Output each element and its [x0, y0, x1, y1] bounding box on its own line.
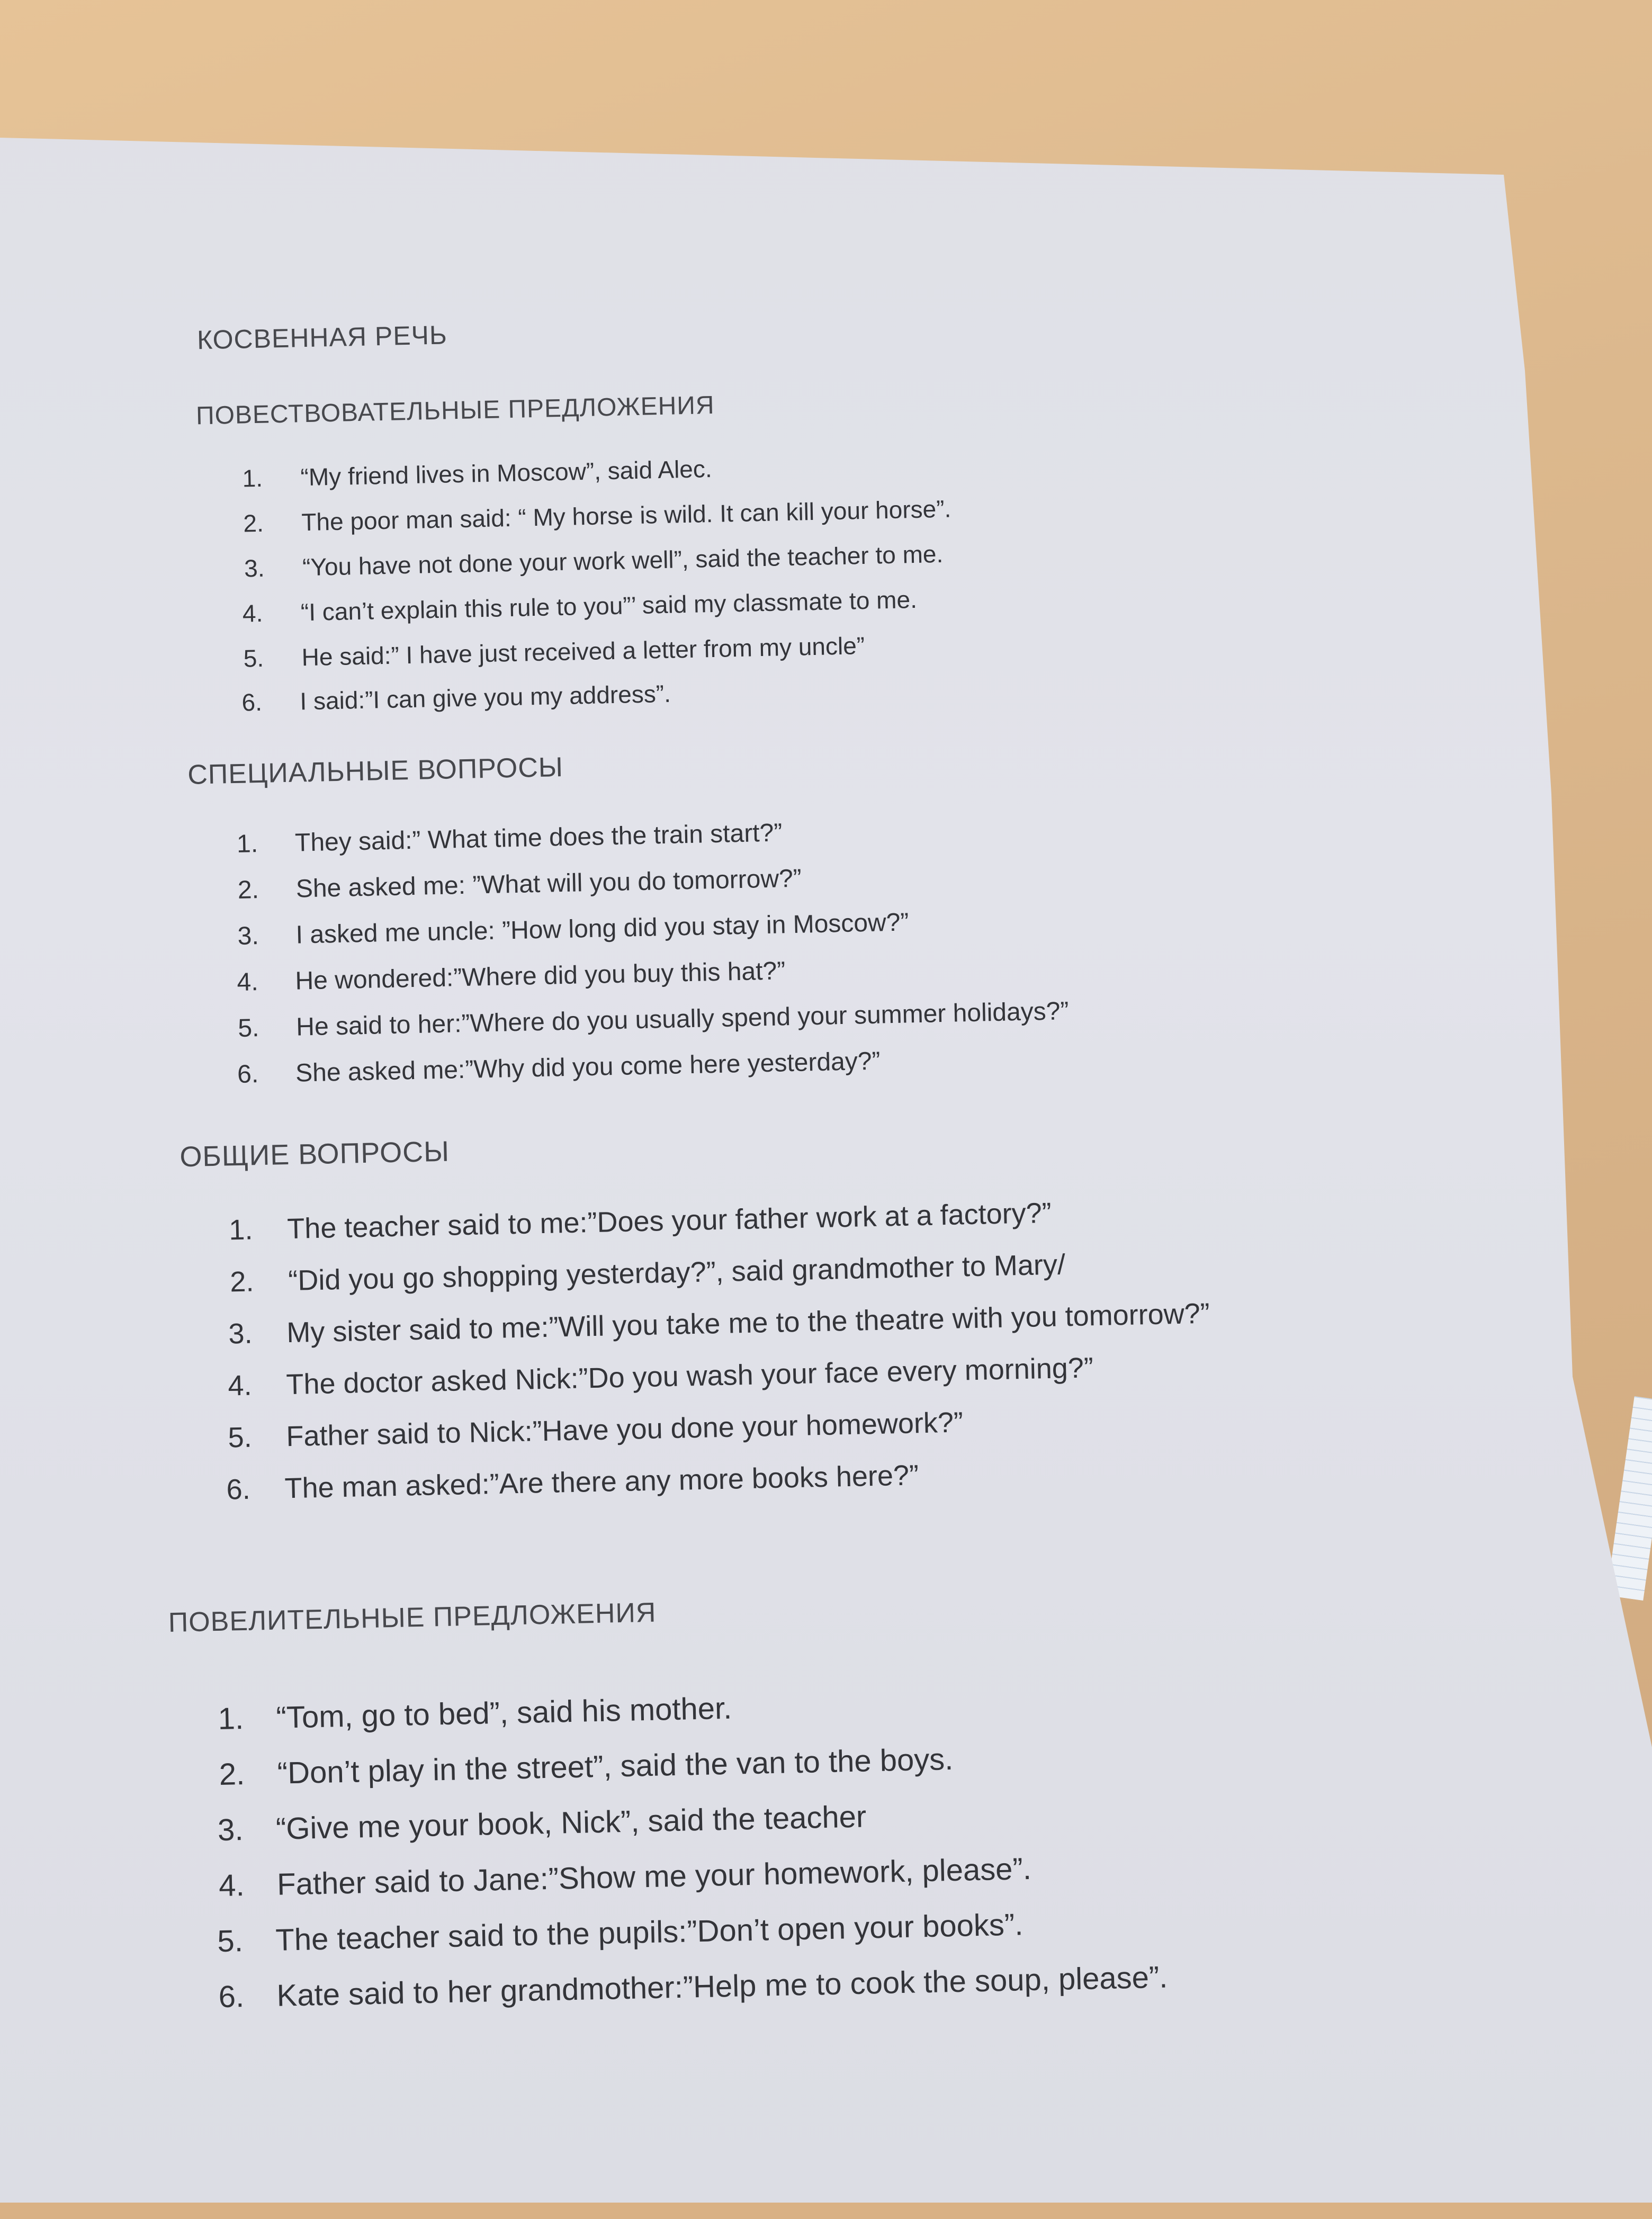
item-text: “Don’t play in the street”, said the van to the boys. — [277, 1741, 954, 1791]
item-number: 4. — [236, 968, 259, 996]
item-text: The man asked:”Are there any more books here?” — [284, 1459, 919, 1505]
item-number: 6. — [218, 1979, 245, 2015]
item-text: Kate said to her grandmother:”Help me to cook the soup, please”. — [276, 1960, 1168, 2013]
section-heading: ОБЩИЕ ВОПРОСЫ — [179, 1135, 450, 1173]
item-number: 5. — [227, 1421, 253, 1454]
item-text: “Tom, go to bed”, said his mother. — [275, 1691, 732, 1735]
list-item — [218, 1691, 732, 1737]
item-number: 6. — [241, 688, 263, 716]
list-item — [217, 1799, 866, 1848]
list-item — [238, 996, 1069, 1043]
item-text: “Did you go shopping yesterday?”, said grandmother to Mary/ — [288, 1248, 1066, 1297]
item-text: “Give me your book, Nick”, said the teacher — [275, 1799, 867, 1846]
item-number: 4. — [227, 1369, 253, 1402]
item-number: 3. — [217, 1812, 244, 1848]
item-text: The teacher said to the pupils:”Don’t open your books”. — [275, 1907, 1023, 1957]
item-number: 2. — [237, 876, 259, 904]
list-item — [229, 1197, 1052, 1247]
list-item — [230, 1248, 1066, 1298]
list-item — [243, 631, 865, 673]
item-number: 6. — [237, 1060, 259, 1089]
list-item — [228, 1406, 964, 1454]
list-item — [219, 1741, 954, 1792]
section-heading: ПОВЕЛИТЕЛЬНЫЕ ПРЕДЛОЖЕНИЯ — [168, 1597, 657, 1638]
list-item — [243, 495, 951, 538]
list-item — [219, 1851, 1032, 1903]
item-number: 5. — [237, 1014, 259, 1043]
item-number: 3. — [244, 554, 265, 582]
item-text: She asked me: ”What will you do tomorrow?” — [295, 864, 802, 903]
item-number: 1. — [242, 464, 263, 492]
item-text: Father said to Nick:”Have you done your homework?” — [285, 1406, 964, 1453]
list-item — [241, 679, 671, 717]
item-text: The poor man said: “ My horse is wild. It can kill your horse”. — [301, 495, 951, 536]
item-number: 3. — [237, 922, 259, 950]
list-item — [217, 1907, 1023, 1959]
section-heading: ПОВЕСТВОВАТЕЛЬНЫЕ ПРЕДЛОЖЕНИЯ — [195, 391, 715, 430]
section-heading: СПЕЦИАЛЬНЫЕ ВОПРОСЫ — [187, 751, 564, 790]
item-number: 2. — [219, 1756, 245, 1792]
item-text: He said:” I have just received a letter from my uncle” — [301, 632, 865, 671]
page-title: КОСВЕННАЯ РЕЧЬ — [196, 320, 448, 355]
item-number: 1. — [228, 1214, 254, 1246]
item-text: “My friend lives in Moscow”, said Alec. — [300, 454, 713, 491]
list-item — [218, 1960, 1168, 2015]
item-text: Father said to Jane:”Show me your homework, please”. — [276, 1851, 1032, 1902]
list-item — [228, 1297, 1210, 1351]
item-number: 1. — [217, 1701, 244, 1737]
list-item — [237, 864, 802, 905]
item-text: My sister said to me:”Will you take me to the theatre with you tomorrow?” — [286, 1297, 1210, 1349]
item-number: 4. — [242, 599, 263, 627]
item-number: 1. — [236, 830, 258, 858]
item-text: “You have not done your work well”, said the teacher to me. — [302, 540, 944, 581]
item-number: 3. — [228, 1317, 253, 1350]
item-number: 6. — [226, 1473, 251, 1506]
list-item — [244, 540, 944, 583]
list-item — [226, 1459, 919, 1506]
item-text: She asked me:”Why did you come here yesterday?” — [295, 1047, 881, 1088]
item-text: They said:” What time does the train start?” — [294, 819, 783, 857]
item-text: He said to her:”Where do you usually spend your summer holidays?” — [295, 997, 1069, 1041]
item-number: 5. — [217, 1924, 244, 1959]
list-item — [237, 1047, 881, 1089]
item-text: I said:”I can give you my address”. — [299, 679, 671, 715]
list-item — [242, 454, 712, 493]
item-text: I asked me uncle: ”How long did you stay in Moscow?” — [295, 908, 909, 949]
list-item — [237, 956, 786, 997]
item-text: The doctor asked Nick:”Do you wash your face every morning?” — [285, 1352, 1094, 1401]
item-text: The teacher said to me:”Does your father work at a factory?” — [286, 1197, 1052, 1245]
item-number: 2. — [243, 509, 264, 537]
list-item — [228, 1351, 1094, 1402]
item-number: 2. — [229, 1265, 255, 1298]
item-number: 5. — [243, 644, 264, 672]
item-number: 4. — [218, 1868, 245, 1903]
item-text: He wondered:”Where did you buy this hat?” — [294, 957, 786, 995]
list-item — [237, 908, 909, 951]
list-item — [242, 585, 917, 628]
item-text: “I can’t explain this rule to you”’ said my classmate to me. — [300, 585, 918, 626]
list-item — [237, 818, 783, 859]
